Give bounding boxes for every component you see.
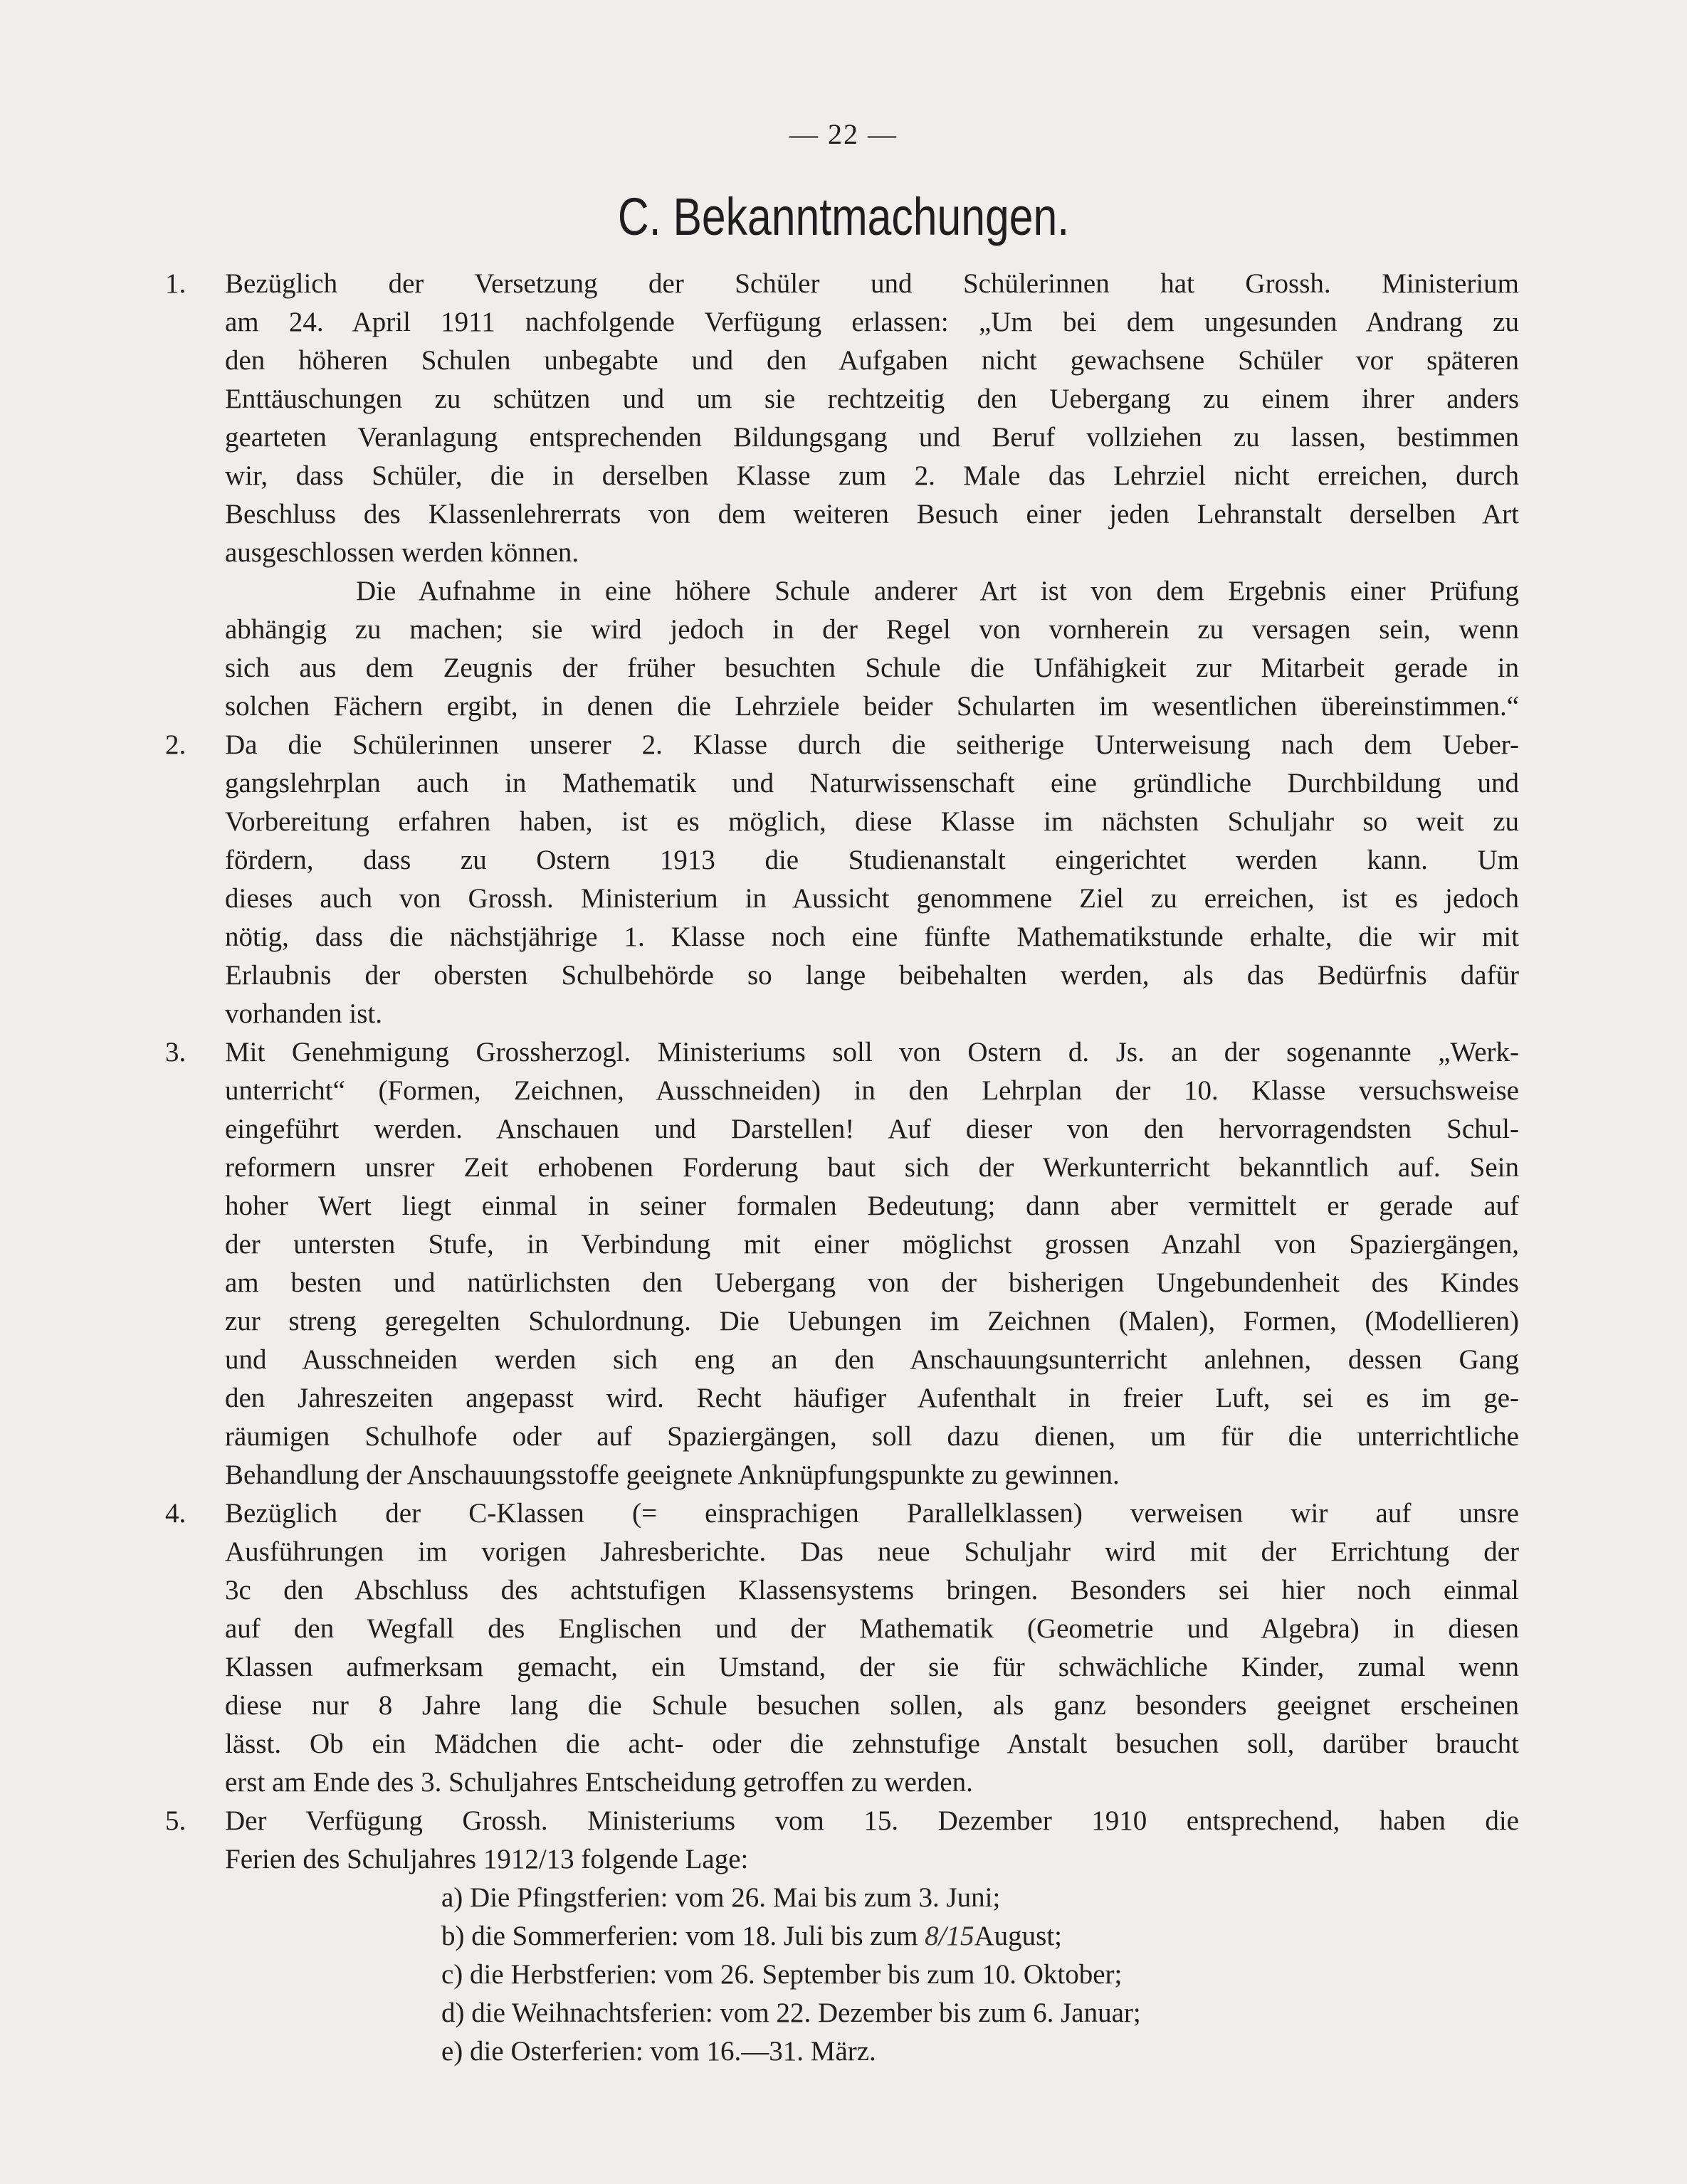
- text-line: am besten und natürlichsten den Uebergang von der bisherigen Ungebundenheit des Kindes: [225, 1267, 1519, 1298]
- text-line: Ausführungen im vorigen Jahresberichte. Das neue Schuljahr wird mit der Errichtung der: [225, 1536, 1519, 1567]
- text-line: Vorbereitung erfahren haben, ist es möglich, diese Klasse im nächsten Schuljahr so weit zu: [225, 806, 1519, 837]
- text-line: Die Aufnahme in eine höhere Schule anderer Art ist von dem Ergebnis einer Prüfung: [356, 576, 1519, 606]
- holiday-item: e) die Osterferien: vom 16.—31. März.: [441, 2036, 876, 2067]
- text-line: Erlaubnis der obersten Schulbehörde so lange beibehalten werden, als das Bedürfnis dafür: [225, 960, 1519, 991]
- text-line: auf den Wegfall des Englischen und der Mathematik (Geometrie und Algebra) in diesen: [225, 1613, 1519, 1644]
- section-number: 4.: [165, 1498, 186, 1529]
- section-3: [0, 1033, 1687, 1494]
- text-line: zur streng geregelten Schulordnung. Die Uebungen im Zeichnen (Malen), Formen, (Modellieren): [225, 1306, 1519, 1336]
- text-line: gearteten Veranlagung entsprechenden Bildungsgang und Beruf vollziehen zu lassen, bestimmen: [225, 422, 1519, 453]
- document-body: [0, 265, 1687, 2071]
- text-line: den Jahreszeiten angepasst wird. Recht häufiger Aufenthalt in freier Luft, sei es im ge-: [225, 1383, 1519, 1413]
- section-4: [0, 1494, 1687, 1802]
- text-line: nötig, dass die nächstjährige 1. Klasse noch eine fünfte Mathematikstunde erhalte, die wir mit: [225, 922, 1519, 952]
- handwritten-correction: 8/15: [925, 1921, 974, 1951]
- section-5: [0, 1802, 1687, 2071]
- text-line: reformern unsrer Zeit erhobenen Forderung baut sich der Werkunterricht bekanntlich auf. Sein: [225, 1152, 1519, 1183]
- text-line: diese nur 8 Jahre lang die Schule besuchen sollen, als ganz besonders geeignet erscheinen: [225, 1690, 1519, 1721]
- text-line: eingeführt werden. Anschauen und Darstellen! Auf dieser von den hervorragendsten Schul-: [225, 1114, 1519, 1144]
- text-line: sich aus dem Zeugnis der früher besuchten Schule die Unfähigkeit zur Mitarbeit gerade in: [225, 653, 1519, 683]
- text-line: Ferien des Schuljahres 1912/13 folgende Lage:: [225, 1844, 749, 1874]
- text-line: unterricht“ (Formen, Zeichnen, Ausschneiden) in den Lehrplan der 10. Klasse versuchsweise: [225, 1075, 1519, 1106]
- holiday-item: d) die Weihnachtsferien: vom 22. Dezember bis zum 6. Januar;: [441, 1998, 1141, 2028]
- text-line: ausgeschlossen werden können.: [225, 537, 579, 568]
- holiday-item-text: b) die Sommerferien: vom 18. Juli bis zum: [441, 1921, 918, 1951]
- text-line: und Ausschneiden werden sich eng an den Anschauungsunterricht anlehnen, dessen Gang: [225, 1344, 1519, 1375]
- text-line: abhängig zu machen; sie wird jedoch in der Regel von vornherein zu versagen sein, wenn: [225, 614, 1519, 645]
- text-line: räumigen Schulhofe oder auf Spaziergängen, soll dazu dienen, um für die unterrichtliche: [225, 1421, 1519, 1452]
- text-line: Bezüglich der Versetzung der Schüler und Schülerinnen hat Grossh. Ministerium: [225, 268, 1519, 299]
- text-line: erst am Ende des 3. Schuljahres Entscheidung getroffen zu werden.: [225, 1767, 973, 1798]
- text-line: Beschluss des Klassenlehrerrats von dem weiteren Besuch einer jeden Lehranstalt derselben Art: [225, 499, 1519, 529]
- section-number: 5.: [165, 1805, 186, 1836]
- section-1: [0, 265, 1687, 726]
- text-line: gangslehrplan auch in Mathematik und Naturwissenschaft eine gründliche Durchbildung und: [225, 768, 1519, 798]
- text-line: hoher Wert liegt einmal in seiner formalen Bedeutung; dann aber vermittelt er gerade auf: [225, 1191, 1519, 1221]
- text-line: Bezüglich der C-Klassen (= einsprachigen Parallelklassen) verweisen wir auf unsre: [225, 1498, 1519, 1529]
- holiday-item-end: August;: [974, 1921, 1063, 1951]
- holiday-item: [441, 1917, 1687, 1956]
- text-line: solchen Fächern ergibt, in denen die Lehrziele beider Schularten im wesentlichen übereinstimmen.“: [225, 691, 1519, 722]
- page-title: C. Bekanntmachungen.: [617, 187, 1070, 246]
- text-line: fördern, dass zu Ostern 1913 die Studienanstalt eingerichtet werden kann. Um: [225, 845, 1519, 875]
- holiday-item: a) Die Pfingstferien: vom 26. Mai bis zum 3. Juni;: [441, 1882, 1001, 1913]
- holiday-item: c) die Herbstferien: vom 26. September bis zum 10. Oktober;: [441, 1959, 1123, 1990]
- text-line: Enttäuschungen zu schützen und um sie rechtzeitig den Uebergang zu einem ihrer anders: [225, 384, 1519, 414]
- section-number: 3.: [165, 1037, 186, 1067]
- text-line: Der Verfügung Grossh. Ministeriums vom 15. Dezember 1910 entsprechend, haben die: [225, 1805, 1519, 1836]
- section-number: 1.: [165, 268, 186, 299]
- text-line: Mit Genehmigung Grossherzogl. Ministeriums soll von Ostern d. Js. an der sogenannte „Werk-: [225, 1037, 1519, 1067]
- holiday-list: [441, 1879, 1687, 2071]
- text-line: Behandlung der Anschauungsstoffe geeignete Anknüpfungspunkte zu gewinnen.: [225, 1460, 1120, 1490]
- page-number: — 22 —: [789, 118, 898, 150]
- text-line: lässt. Ob ein Mädchen die acht- oder die zehnstufige Anstalt besuchen soll, darüber braucht: [225, 1729, 1519, 1759]
- section-number: 2.: [165, 729, 186, 760]
- text-line: 3c den Abschluss des achtstufigen Klassensystems bringen. Besonders sei hier noch einmal: [225, 1575, 1519, 1605]
- text-line: am 24. April 1911 nachfolgende Verfügung erlassen: „Um bei dem ungesunden Andrang zu: [225, 307, 1519, 337]
- section-2: [0, 726, 1687, 1033]
- text-line: wir, dass Schüler, die in derselben Klasse zum 2. Male das Lehrziel nicht erreichen, durch: [225, 460, 1519, 491]
- text-line: Da die Schülerinnen unserer 2. Klasse durch die seitherige Unterweisung nach dem Ueber-: [225, 729, 1519, 760]
- text-line: den höheren Schulen unbegabte und den Aufgaben nicht gewachsene Schüler vor späteren: [225, 345, 1519, 376]
- text-line: vorhanden ist.: [225, 998, 382, 1029]
- text-line: Klassen aufmerksam gemacht, ein Umstand, der sie für schwächliche Kinder, zumal wenn: [225, 1652, 1519, 1682]
- text-line: der untersten Stufe, in Verbindung mit einer möglichst grossen Anzahl von Spaziergängen,: [225, 1229, 1519, 1260]
- text-line: dieses auch von Grossh. Ministerium in Aussicht genommene Ziel zu erreichen, ist es jedoch: [225, 883, 1519, 914]
